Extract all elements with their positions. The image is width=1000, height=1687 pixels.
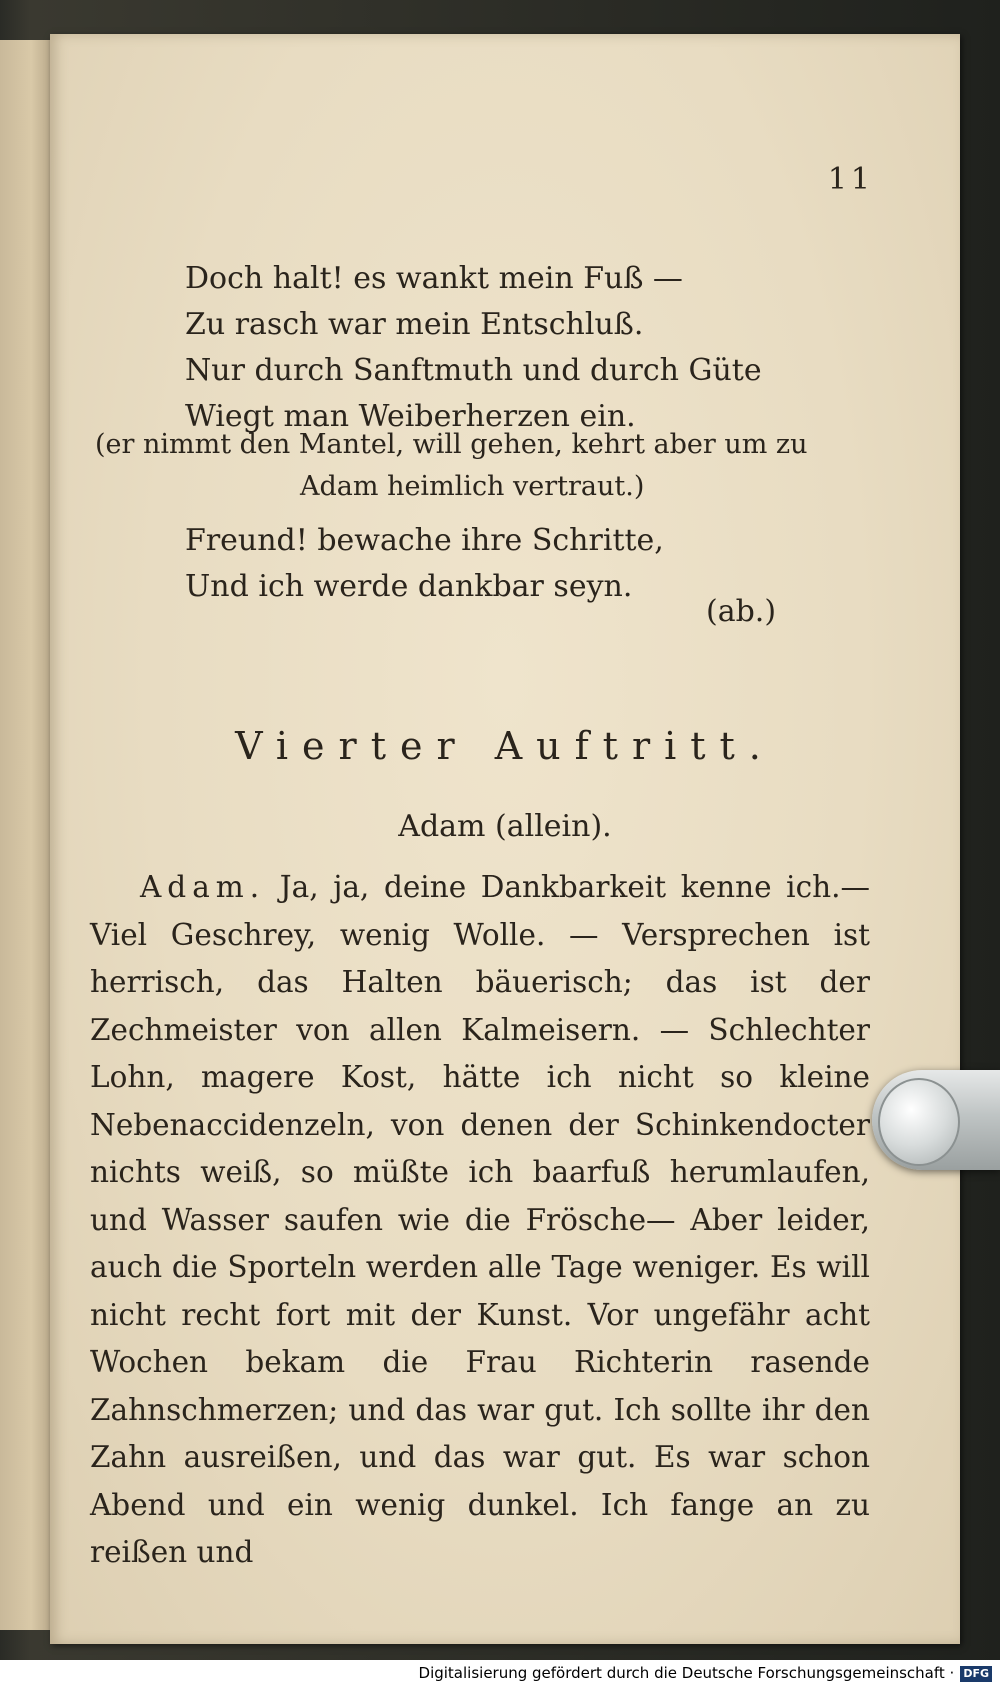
clip-lens [878,1078,960,1166]
scene-heading: Vierter Auftritt. [235,724,775,768]
dfg-logo-icon: DFG [960,1666,992,1682]
verse-block-1 [185,256,762,440]
page-clip [872,1070,1000,1170]
verse-line: Wiegt man Weiberherzen ein. [185,399,636,434]
scene-subheading: Adam (allein). [398,809,612,844]
verse-line: Freund! bewache ihre Schritte, [185,523,664,558]
speech-paragraph [90,864,870,1577]
stage-direction-line-2: Adam heimlich vertraut.) [300,471,645,502]
digitization-footer [0,1660,1000,1687]
stage-direction-line-1: (er nimmt den Mantel, will gehen, kehrt aber um zu [95,429,808,460]
page-number: 11 [827,162,874,197]
verse-line: Zu rasch war mein Entschluß. [185,307,644,342]
facing-page-edge [0,40,54,1630]
verse-line: Doch halt! es wankt mein Fuß — [185,261,683,296]
speaker-name: Adam. [140,870,266,904]
exit-direction: (ab.) [706,594,777,629]
verse-block-2 [185,518,664,610]
verse-line: Und ich werde dankbar seyn. [185,569,633,604]
verse-line: Nur durch Sanftmuth und durch Güte [185,353,762,388]
book-page [50,34,960,1644]
footer-credit: Digitalisierung gefördert durch die Deutsche Forschungsgemeinschaft · [418,1664,955,1682]
speech-text: Ja, ja, deine Dankbarkeit kenne ich.— Viel Geschrey, wenig Wolle. — Versprechen ist herrisch, das Halten bäuerisch; das ist der Zechmeister von allen Kalmeisern. — Schlechter Lohn, magere Kost, hätte ich nicht so kleine Nebenaccidenzeln, von denen der Schinkendocter nichts weiß, so müßte ich baarfuß herumlaufen, und Wasser saufen wie die Frösche— Aber leider, auch die Sporteln werden alle Tage weniger. Es will nicht recht fort mit der Kunst. Vor ungefähr acht Wochen bekam die Frau Richterin rasende Zahnschmerzen; und das war gut. Ich sollte ihr den Zahn ausreißen, und das war gut. Es war schon Abend und ein wenig dunkel. Ich fange an zu reißen und [90,870,870,1569]
